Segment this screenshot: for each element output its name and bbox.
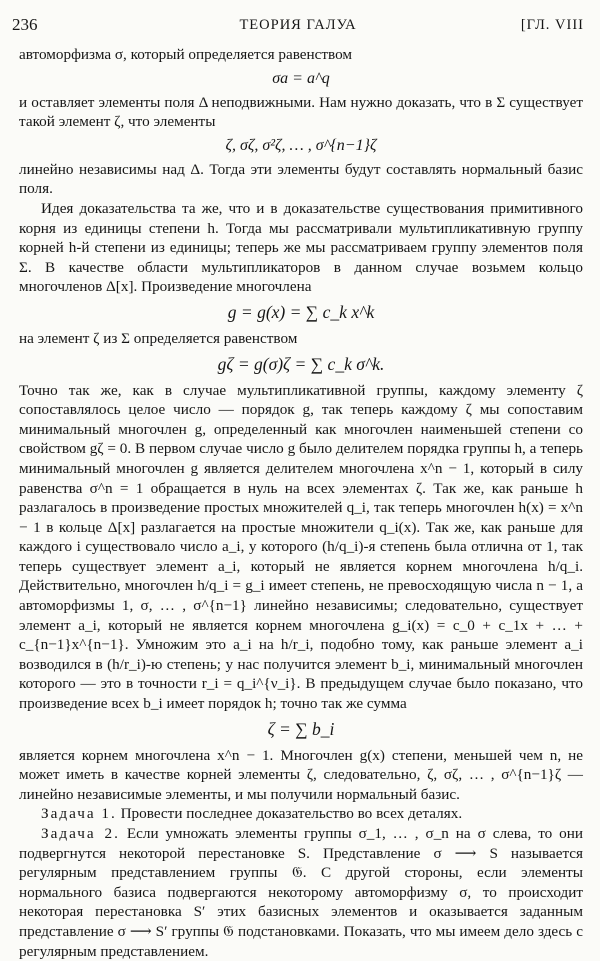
paragraph-3: линейно независимы над Δ. Тогда эти элементы будут составлять нормальный базис поля. xyxy=(19,160,583,198)
formula-4: gζ = g(σ)ζ = ∑ c_k σ^k. xyxy=(217,353,385,374)
task-2-text: Если умножать элементы группы σ_1, … , σ_n на σ слева, то они подвергнутся некоторой перестановке S. Представление σ ⟶ S называется регулярным представлением группы 𝔊. С другой стороны, если элементы нормального базиса подвергаются некоторому автоморфизму σ, то происходит некоторая перестановка S′ этих базисных элементов и оказывается заданным представление σ ⟶ S′ группы 𝔊 подстановками. Показать, что мы имеем дело здесь с регулярным представлением. xyxy=(19,825,584,960)
formula-5: ζ = ∑ b_i xyxy=(267,718,335,739)
task-2-label: Задача 2. xyxy=(41,825,120,842)
task-2 xyxy=(19,824,583,961)
paragraph-2: и оставляет элементы поля Δ неподвижными. Нам нужно доказать, что в Σ существует такой элемент ζ, что элементы xyxy=(19,93,583,131)
paragraph-5: на элемент ζ из Σ определяется равенством xyxy=(19,329,298,347)
formula-3: g = g(x) = ∑ c_k x^k xyxy=(227,301,375,322)
task-1-text: Провести последнее доказательство во всех деталях. xyxy=(120,805,463,823)
formula-1: σa = a^q xyxy=(272,69,330,87)
paragraph-1: автоморфизма σ, который определяется равенством xyxy=(19,46,353,63)
page-number: 236 xyxy=(12,15,38,34)
chapter-label: [ГЛ. VIII xyxy=(520,17,584,33)
formula-2: ζ, σζ, σ²ζ, … , σ^{n−1}ζ xyxy=(225,136,377,154)
page-body xyxy=(19,45,583,961)
running-title: ТЕОРИЯ ГАЛУА xyxy=(239,17,357,33)
page-header xyxy=(12,14,584,36)
paragraph-4: Идея доказательства та же, что и в доказательстве существования примитивного корня из единицы степени h. Тогда мы рассматривали мультипликативную группу корней h-й степени из единицы; теперь же мы рассматриваем группу элементов поля Σ. В качестве области мультипликаторов в данном случае возьмем кольцо многочленов Δ[x]. Произведение многочлена xyxy=(19,199,583,296)
paragraph-7: является корнем многочлена x^n − 1. Многочлен g(x) степени, меньшей чем n, не может иметь в качестве корней элементы ζ, следовательно, ζ, σζ, … , σ^{n−1}ζ — линейно независимые элементы, и мы получили нормальный базис. xyxy=(19,746,583,803)
paragraph-6: Точно так же, как в случае мультипликативной группы, каждому элементу ζ сопоставлялось целое число — порядок g, так теперь каждому ζ мы сопоставим минимальный многочлен g, определенный как многочлен наименьшей степени со свойством gζ = 0. В первом случае число g было делителем порядка группы h, а теперь минимальный многочлен g является делителем многочлена x^n − 1, который в силу равенства σ^n = 1 обращается в нуль на всех элементах ζ. Так же, как раньше h разлагалось в произведение простых множителей q_i, так теперь многочлен h(x) = x^n − 1 в кольце Δ[x] разлагается на простые множители q_i(x). Так же, как раньше для каждого i существовало число a_i, у которого (h/q_i)-я степень была отлична от 1, так теперь существует элемент a_i, который не является корнем многочлена h/q_i. Действительно, многочлен h/q_i = g_i имеет степень, не превосходящую числа n − 1, а автоморфизмы 1, σ, … , σ^{n−1} линейно независимы; следовательно, существует элемент a_i, который не является корнем многочлена g_i(x) = c_0 + c_1x + … + c_{n−1}x^{n−1}. Умножим это a_i на h/r_i, подобно тому, как раньше элемент a_i возводился в (h/r_i)-ю степень; у нас получится элемент b_i, минимальный многочлен которого — это в точности r_i = q_i^{ν_i}. В предыдущем случае было показано, что произведение всех b_i имеет порядок h; точно так же сумма xyxy=(19,381,583,713)
task-1 xyxy=(19,804,583,824)
task-1-label: Задача 1. xyxy=(41,805,117,823)
